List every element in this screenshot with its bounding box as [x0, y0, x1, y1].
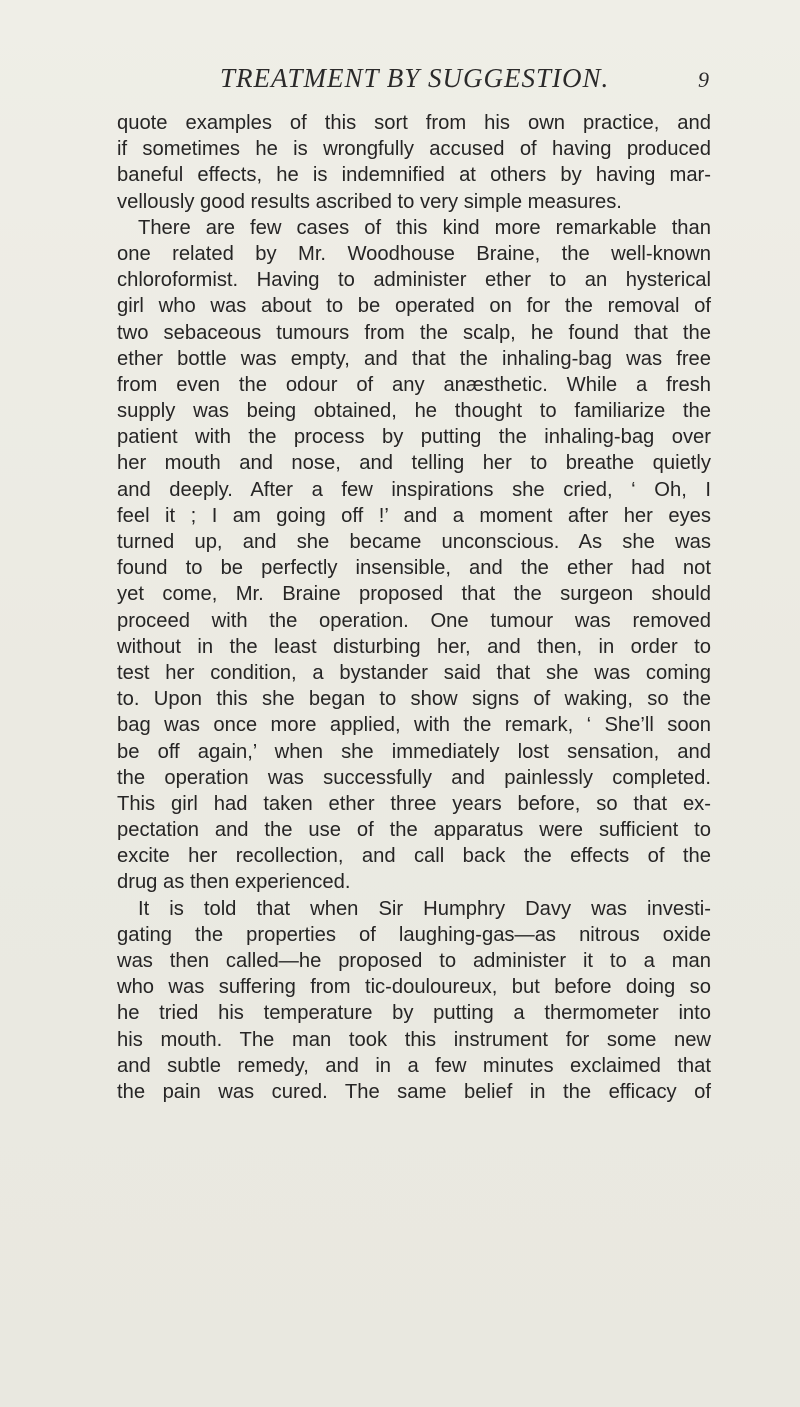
text-line: bag was once more applied, with the remark, ‘ She’ll soon: [117, 714, 711, 737]
text-line: her mouth and nose, and telling her to breathe quietly: [117, 452, 711, 475]
running-title: TREATMENT BY SUGGESTION.: [220, 63, 610, 93]
text-line: his mouth. The man took this instrument for some new: [117, 1028, 711, 1051]
text-line: There are few cases of this kind more remarkable than: [138, 216, 711, 239]
text-line: one related by Mr. Woodhouse Braine, the well-known: [117, 242, 711, 265]
text-line: This girl had taken ether three years before, so that ex-: [117, 792, 711, 815]
text-line: patient with the process by putting the inhaling-bag over: [117, 426, 711, 449]
text-line: was then called—he proposed to administer it to a man: [117, 950, 711, 972]
text-line: without in the least disturbing her, and then, in order to: [117, 635, 711, 658]
text-line: gating the properties of laughing-gas—as nitrous oxide: [117, 923, 711, 946]
text-line: chloroformist. Having to administer ether to an hysterical: [117, 269, 711, 292]
text-line: excite her recollection, and call back the effects of the: [117, 845, 711, 868]
text-line: pectation and the use of the apparatus were sufficient to: [117, 819, 711, 842]
text-line: quote examples of this sort from his own practice, and: [117, 112, 711, 134]
text-line: feel it ; I am going off !’ and a moment after her eyes: [117, 504, 711, 527]
text-line: and deeply. After a few inspirations she cried, ‘ Oh, I: [117, 478, 711, 501]
text-line: baneful effects, he is indemnified at others by having mar-: [117, 164, 711, 187]
text-line: test her condition, a bystander said that she was coming: [117, 661, 711, 684]
text-line: and subtle remedy, and in a few minutes exclaimed that: [117, 1054, 711, 1077]
text-line: girl who was about to be operated on for the removal of: [117, 295, 711, 318]
text-line: he tried his temperature by putting a thermometer into: [117, 1002, 711, 1025]
running-head: [0, 63, 800, 103]
text-line: from even the odour of any anæsthetic. While a fresh: [117, 373, 711, 396]
text-line: be off again,’ when she immediately lost sensation, and: [117, 740, 711, 763]
text-line: the operation was successfully and painlessly completed.: [117, 766, 711, 789]
text-line: It is told that when Sir Humphry Davy was investi-: [138, 897, 711, 920]
text-line: the pain was cured. The same belief in the efficacy of: [117, 1080, 711, 1103]
text-line: proceed with the operation. One tumour was removed: [117, 609, 711, 632]
text-line: turned up, and she became unconscious. As she was: [117, 531, 711, 553]
text-line: yet come, Mr. Braine proposed that the surgeon should: [117, 583, 711, 606]
text-line: to. Upon this she began to show signs of waking, so the: [117, 688, 711, 711]
text-line: drug as then experienced.: [117, 871, 351, 894]
text-line: ether bottle was empty, and that the inhaling-bag was free: [117, 347, 711, 370]
text-line: supply was being obtained, he thought to familiarize the: [117, 400, 711, 423]
text-line: found to be perfectly insensible, and the ether had not: [117, 557, 711, 580]
body-text: [117, 110, 711, 1105]
text-line: two sebaceous tumours from the scalp, he found that the: [117, 321, 711, 344]
text-line: vellously good results ascribed to very simple measures.: [117, 190, 622, 213]
page-number: 9: [698, 67, 709, 92]
text-line: who was suffering from tic-douloureux, but before doing so: [117, 976, 711, 999]
text-line: if sometimes he is wrongfully accused of having produced: [117, 138, 711, 161]
